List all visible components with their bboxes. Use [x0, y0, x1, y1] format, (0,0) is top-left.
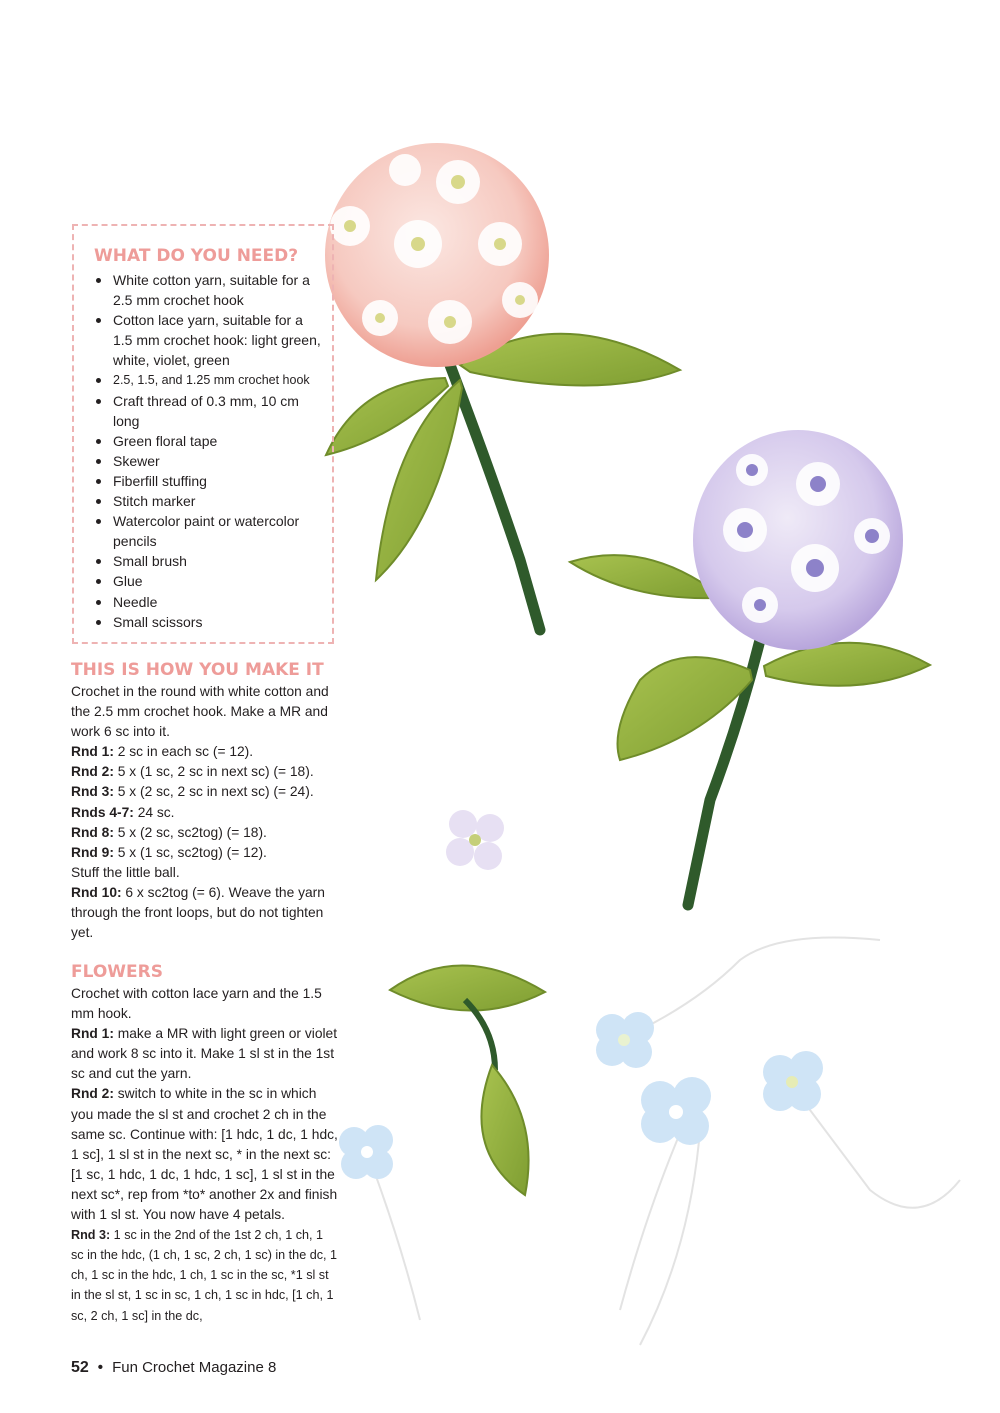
materials-item: Glue: [92, 571, 324, 591]
round-line: Rnd 3: 5 x (2 sc, 2 sc in next sc) (= 24).: [71, 784, 314, 800]
flowers-body: [71, 984, 339, 1326]
materials-item: Small scissors: [92, 612, 324, 632]
small-lilac-flower: [446, 810, 504, 870]
round-line: Rnds 4-7: 24 sc.: [71, 804, 175, 820]
round-line: Rnd 10: 6 x sc2tog (= 6). Weave the yarn through the front loops, but do not tighten yet.: [71, 884, 325, 941]
round-line: Rnd 8: 5 x (2 sc, sc2tog) (= 18).: [71, 824, 267, 840]
materials-item: Cotton lace yarn, suitable for a 1.5 mm crochet hook: light green, white, violet, green: [92, 310, 324, 370]
flowers-title: FLOWERS: [71, 962, 163, 982]
blue-flower-4: [339, 1125, 393, 1179]
materials-item: 2.5, 1.5, and 1.25 mm crochet hook: [92, 370, 324, 390]
loose-leaves: [390, 965, 545, 1195]
page-footer: [71, 1358, 276, 1378]
pink-hydrangea: [325, 143, 680, 630]
magazine-name: Fun Crochet Magazine 8: [112, 1359, 277, 1376]
instructions-title: THIS IS HOW YOU MAKE IT: [71, 660, 324, 680]
flowers-intro: Crochet with cotton lace yarn and the 1.5 mm hook.: [71, 986, 322, 1022]
blue-flowers: [370, 938, 960, 1346]
materials-item: Green floral tape: [92, 431, 324, 451]
instructions-intro: Crochet in the round with white cotton and the 2.5 mm crochet hook. Make a MR and work 6 sc into it.: [71, 684, 329, 740]
materials-item: Craft thread of 0.3 mm, 10 cm long: [92, 391, 324, 431]
page-number: 52: [71, 1359, 89, 1376]
materials-title: WHAT DO YOU NEED?: [94, 246, 299, 266]
round-line: Rnd 1: 2 sc in each sc (= 12).: [71, 744, 254, 760]
materials-item: Stitch marker: [92, 491, 324, 511]
blue-flower-2: [641, 1077, 711, 1145]
stuff-line: Stuff the little ball.: [71, 864, 180, 880]
blue-flower-1: [596, 1012, 654, 1068]
round-line: Rnd 1: make a MR with light green or violet and work 8 sc into it. Make 1 sl st in the 1st sc and cut the yarn.: [71, 1026, 338, 1082]
round-line: Rnd 2: switch to white in the sc in which you made the sl st and crochet 2 ch in the same sc. Continue with: [1 hdc, 1 dc, 1 hdc, 1 sc], 1 sl st in the next sc, * in the next sc: [1 sc, 1 hdc, 1 dc, 1 hdc, 1 sc], 1 sl st in the next sc*, rep from *to* another 2x and finish with 1 sl st. You now have 4 petals.: [71, 1086, 338, 1223]
materials-list: [92, 270, 324, 632]
round-line: Rnd 9: 5 x (1 sc, sc2tog) (= 12).: [71, 844, 267, 860]
instructions-body: [71, 682, 339, 943]
blue-flower-3: [763, 1051, 823, 1111]
lilac-hydrangea: [570, 430, 930, 905]
materials-item: Needle: [92, 592, 324, 612]
materials-item: Watercolor paint or watercolor pencils: [92, 511, 324, 551]
materials-item: Skewer: [92, 451, 324, 471]
materials-item: Fiberfill stuffing: [92, 471, 324, 491]
footer-bullet: •: [97, 1359, 104, 1376]
round-line: Rnd 3: 1 sc in the 2nd of the 1st 2 ch, 1 ch, 1 sc in the hdc, (1 ch, 1 sc, 2 ch, 1 sc) in the dc, 1 ch, 1 sc in the hdc, 1 ch, 1 sc in the sc, *1 sl st in the sl st, 1 sc in sc, 1 ch, 1 sc in hdc, [1 ch, 1 sc, 2 ch, 1 sc] in the dc,: [71, 1228, 337, 1323]
materials-item: Small brush: [92, 551, 324, 571]
materials-item: White cotton yarn, suitable for a 2.5 mm crochet hook: [92, 270, 324, 310]
round-line: Rnd 2: 5 x (1 sc, 2 sc in next sc) (= 18).: [71, 764, 314, 780]
